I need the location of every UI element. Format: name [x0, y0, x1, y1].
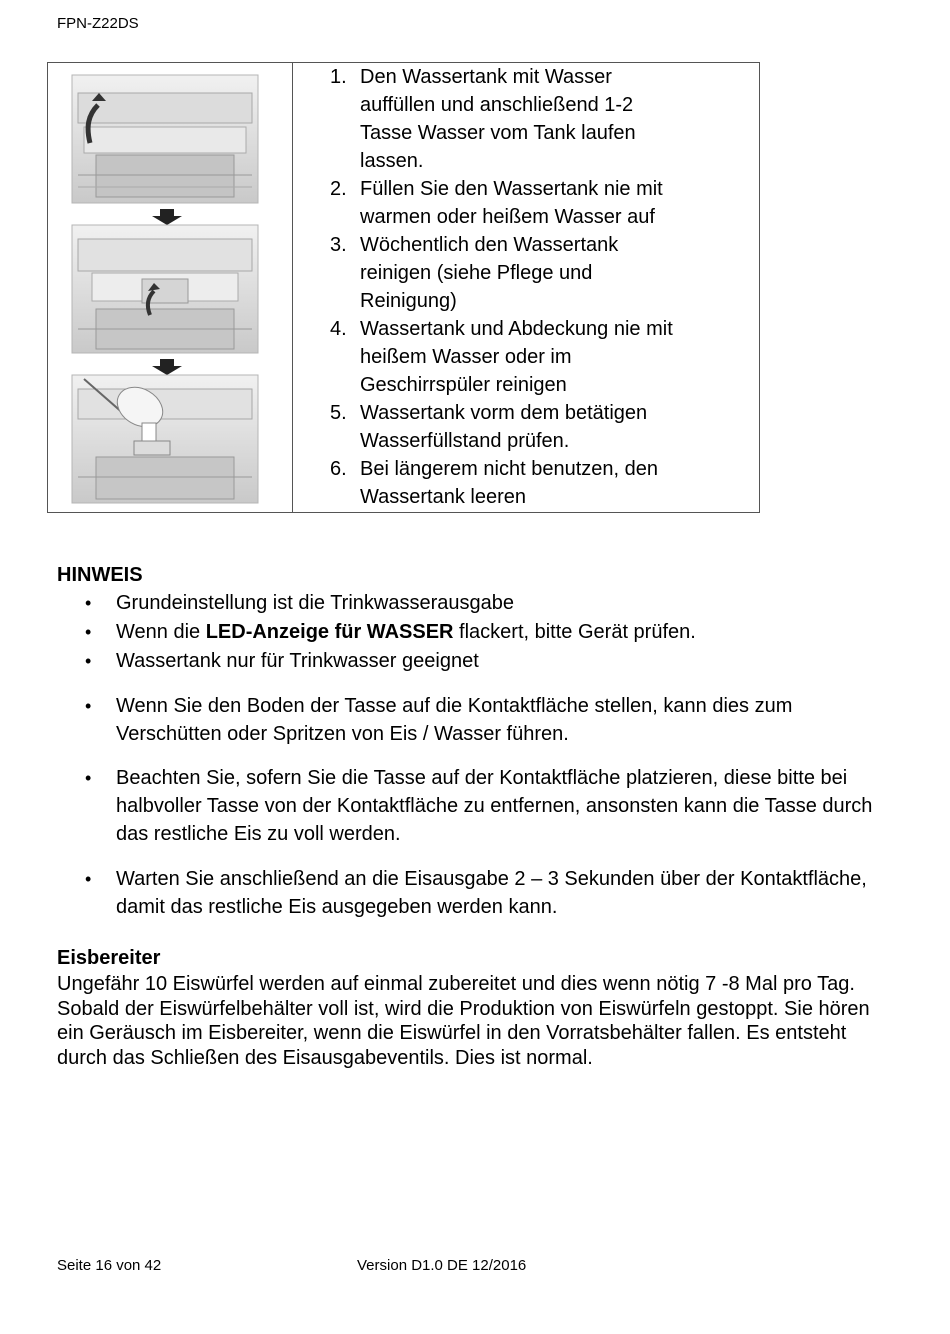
- hinweis-item: [57, 647, 877, 675]
- step-text: Wöchentlich den Wassertank reinigen (siehe Pflege und Reinigung): [360, 234, 619, 312]
- water-tank-illustration: [48, 63, 293, 512]
- eisbereiter-paragraph: Ungefähr 10 Eiswürfel werden auf einmal zubereitet und dies wenn nötig 7 -8 Mal pro Tag. Sobald der Eiswürfelbehälter voll ist, wird die Produktion von Eiswürfeln gestoppt. Sie hören ein Geräusch im Eisbereiter, wenn die Eiswürfel in den Vorratsbehälter fallen. Es entsteht durch das Schließen des Eisausgabeventils. Dies ist normal.: [57, 973, 870, 1069]
- version-info: Version D1.0 DE 12/2016: [357, 1257, 527, 1274]
- led-indicator-label: LED-Anzeige für WASSER: [205, 621, 454, 643]
- hinweis-item: [57, 589, 877, 617]
- step-item: [293, 455, 683, 511]
- hinweis-item: [57, 865, 877, 921]
- bullet-icon: •: [85, 696, 92, 716]
- bullet-icon: •: [85, 593, 92, 613]
- hinweis-item-text: Grundeinstellung ist die Trinkwasserausgabe: [116, 592, 514, 614]
- hinweis-item-text-start: Wenn die: [116, 621, 206, 643]
- step-item: [293, 231, 683, 315]
- step-text: Wassertank und Abdeckung nie mit heißem Wasser oder im Geschirrspüler reinigen: [360, 318, 673, 396]
- step-item: [293, 315, 683, 399]
- step-number: 5.: [330, 402, 347, 424]
- step-text: Wassertank vorm dem betätigen Wasserfüllstand prüfen.: [360, 402, 648, 452]
- arrow-down-icon: [152, 359, 182, 375]
- step-text: Bei längerem nicht benutzen, den Wassertank leeren: [360, 458, 658, 508]
- water-tank-steps-illustration: [48, 63, 292, 512]
- hinweis-item-text: Wenn Sie den Boden der Tasse auf die Kontaktfläche stellen, kann dies zum Verschütten oder Spritzen von Eis / Wasser führen.: [116, 695, 793, 745]
- steps-list: [293, 63, 683, 511]
- panel-fill-water: [72, 375, 258, 503]
- step-item: [293, 63, 683, 175]
- bullet-icon: •: [85, 651, 92, 671]
- page-number: Seite 16 von 42: [57, 1257, 162, 1274]
- header-code: FPN-Z22DS: [57, 15, 139, 32]
- step-number: 3.: [330, 234, 347, 256]
- step-item: [293, 175, 683, 231]
- hinweis-item-text: Beachten Sie, sofern Sie die Tasse auf der Kontaktfläche platzieren, diese bitte bei halbvoller Tasse von der Kontaktfläche zu entfernen, ansonsten kann die Tasse durch das restliche Eis zu voll werden.: [116, 767, 873, 845]
- bullet-icon: •: [85, 622, 92, 642]
- bullet-icon: •: [85, 869, 92, 889]
- hinweis-item: [57, 692, 877, 748]
- hinweis-item-text: Wassertank nur für Trinkwasser geeignet: [116, 650, 479, 672]
- step-item: [293, 399, 683, 455]
- hinweis-item: [57, 618, 877, 646]
- step-number: 2.: [330, 178, 347, 200]
- panel-remove-tank: [72, 225, 258, 353]
- bullet-icon: •: [85, 768, 92, 788]
- steps-cell: [293, 63, 759, 512]
- eisbereiter-heading: Eisbereiter: [57, 947, 161, 969]
- hinweis-item-text: [116, 618, 877, 646]
- hinweis-heading: HINWEIS: [57, 564, 143, 586]
- panel-remove-lid: [72, 75, 258, 203]
- hinweis-item: [57, 764, 877, 848]
- step-text: Füllen Sie den Wassertank nie mit warmen oder heißem Wasser auf: [360, 178, 663, 228]
- arrow-down-icon: [152, 209, 182, 225]
- step-number: 4.: [330, 318, 347, 340]
- instruction-table: [47, 62, 760, 513]
- hinweis-item-text-end: flackert, bitte Gerät prüfen.: [453, 621, 696, 643]
- step-number: 6.: [330, 458, 347, 480]
- step-text: Den Wassertank mit Wasser auffüllen und anschließend 1-2 Tasse Wasser vom Tank laufen lassen.: [360, 66, 636, 172]
- step-number: 1.: [330, 66, 347, 88]
- hinweis-item-text: Warten Sie anschließend an die Eisausgabe 2 – 3 Sekunden über der Kontaktfläche, damit das restliche Eis ausgegeben werden kann.: [116, 868, 867, 918]
